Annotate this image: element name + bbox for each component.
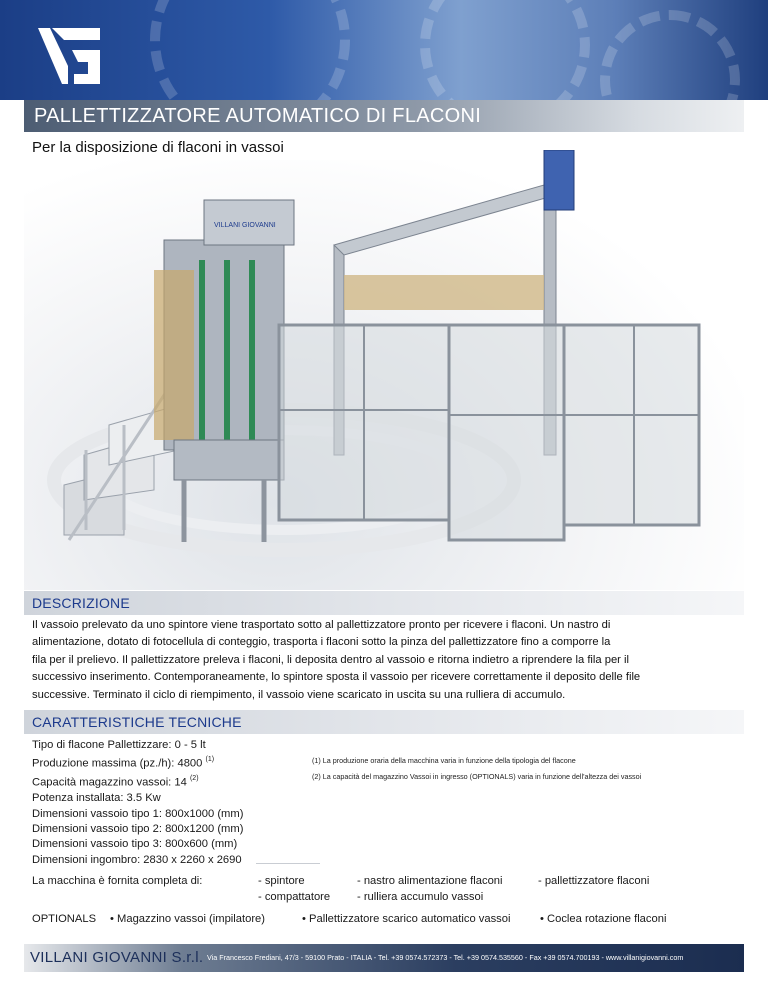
equipment-label: La macchina è fornita completa di: xyxy=(32,875,203,887)
equipment-column xyxy=(538,873,649,889)
spec-item: Produzione massima (pz./h): 4800 $^{(1)}$ xyxy=(32,756,215,771)
description-line: fila per il prelievo. Il pallettizzatore preleva i flaconi, li deposita dentro al vassoio e ritorna indietro a riprendere la fila per il xyxy=(32,653,629,666)
page-subtitle: Per la disposizione di flaconi in vassoi xyxy=(32,139,284,156)
equipment-item: - nastro alimentazione flaconi xyxy=(357,875,503,887)
gear-decoration xyxy=(420,0,590,100)
equipment-column xyxy=(357,873,503,905)
description-line: alimentazione, dotato di fotocellula di conteggio, trasporta i flaconi sotto la pinza del pallettizzatore fino a comporre la xyxy=(32,636,611,649)
optionals-label: OPTIONALS xyxy=(32,913,97,925)
specs-header-bar xyxy=(24,710,744,734)
description-text xyxy=(32,617,737,704)
company-name: VILLANI GIOVANNI S.r.l. xyxy=(30,949,204,966)
description-line: Il vassoio prelevato da uno spintore viene trasportato sotto al pallettizzatore pronto per ricevere i flaconi. Un nastro di xyxy=(32,619,611,631)
header-banner xyxy=(0,0,768,100)
spec-footnote: (2) La capacità del magazzino Vassoi in ingresso (OPTIONALS) varia in funzione dell'altezza dei vassoi xyxy=(312,772,642,781)
gear-decoration xyxy=(150,0,350,100)
optional-item: • Magazzino vassoi (impilatore) xyxy=(110,913,266,925)
divider xyxy=(256,863,320,864)
description-line: successive. Terminato il ciclo di riempimento, il vassoio viene scaricato in uscita su una rulliera di accumulo. xyxy=(32,688,566,701)
optional-item: • Coclea rotazione flaconi xyxy=(540,913,667,925)
spec-item: Potenza installata: 3.5 Kw xyxy=(32,792,161,805)
panel-label: VILLANI GIOVANNI xyxy=(214,222,276,229)
title-bar xyxy=(24,100,744,132)
spec-item: Dimensioni vassoio tipo 3: 800x600 (mm) xyxy=(32,838,238,851)
spec-item: Dimensioni vassoio tipo 1: 800x1000 (mm) xyxy=(32,807,244,820)
spec-footnote: (1) La produzione oraria della macchina varia in funzione della tipologia del flacone xyxy=(312,756,576,765)
vg-logo-icon xyxy=(38,22,100,84)
spec-item: Capacità magazzino vassoi: 14 $^{(2)}$ xyxy=(32,775,199,790)
gear-decoration xyxy=(600,10,740,100)
safety-fence xyxy=(279,325,699,540)
equipment-item: - pallettizzatore flaconi xyxy=(538,875,650,887)
company-address: Via Francesco Frediani, 47/3 - 59100 Prato - ITALIA - Tel. +39 0574.572373 - Tel. +39 0574.535560 - Fax +39 0574.700193 - www.villanigiovanni.com xyxy=(207,953,684,962)
description-header-bar xyxy=(24,591,744,615)
spec-item: Dimensioni ingombro: 2830 x 2260 x 2690 xyxy=(32,853,242,866)
equipment-item: - spintore xyxy=(258,875,305,887)
equipment-column xyxy=(258,873,330,905)
page-title: PALLETTIZZATORE AUTOMATICO DI FLACONI xyxy=(34,105,482,127)
description-heading: DESCRIZIONE xyxy=(32,595,130,611)
equipment-item: - rulliera accumulo vassoi xyxy=(357,891,484,903)
spec-item: Tipo di flacone Pallettizzare: 0 - 5 lt xyxy=(32,739,206,751)
footer-bar xyxy=(24,944,744,972)
optional-item: • Pallettizzatore scarico automatico vassoi xyxy=(302,913,511,925)
equipment-item: - compattatore xyxy=(258,891,331,903)
machine-photo xyxy=(24,150,744,590)
spec-item: Dimensioni vassoio tipo 2: 800x1200 (mm) xyxy=(32,822,244,835)
specs-list xyxy=(32,738,243,868)
specs-heading: CARATTERISTICHE TECNICHE xyxy=(32,714,242,730)
description-line: successivo inserimento. Contemporaneamente, lo spintore sposta il vassoio per ricevere correttamente il deposito delle file xyxy=(32,671,641,684)
palletizer-tower xyxy=(154,200,294,542)
